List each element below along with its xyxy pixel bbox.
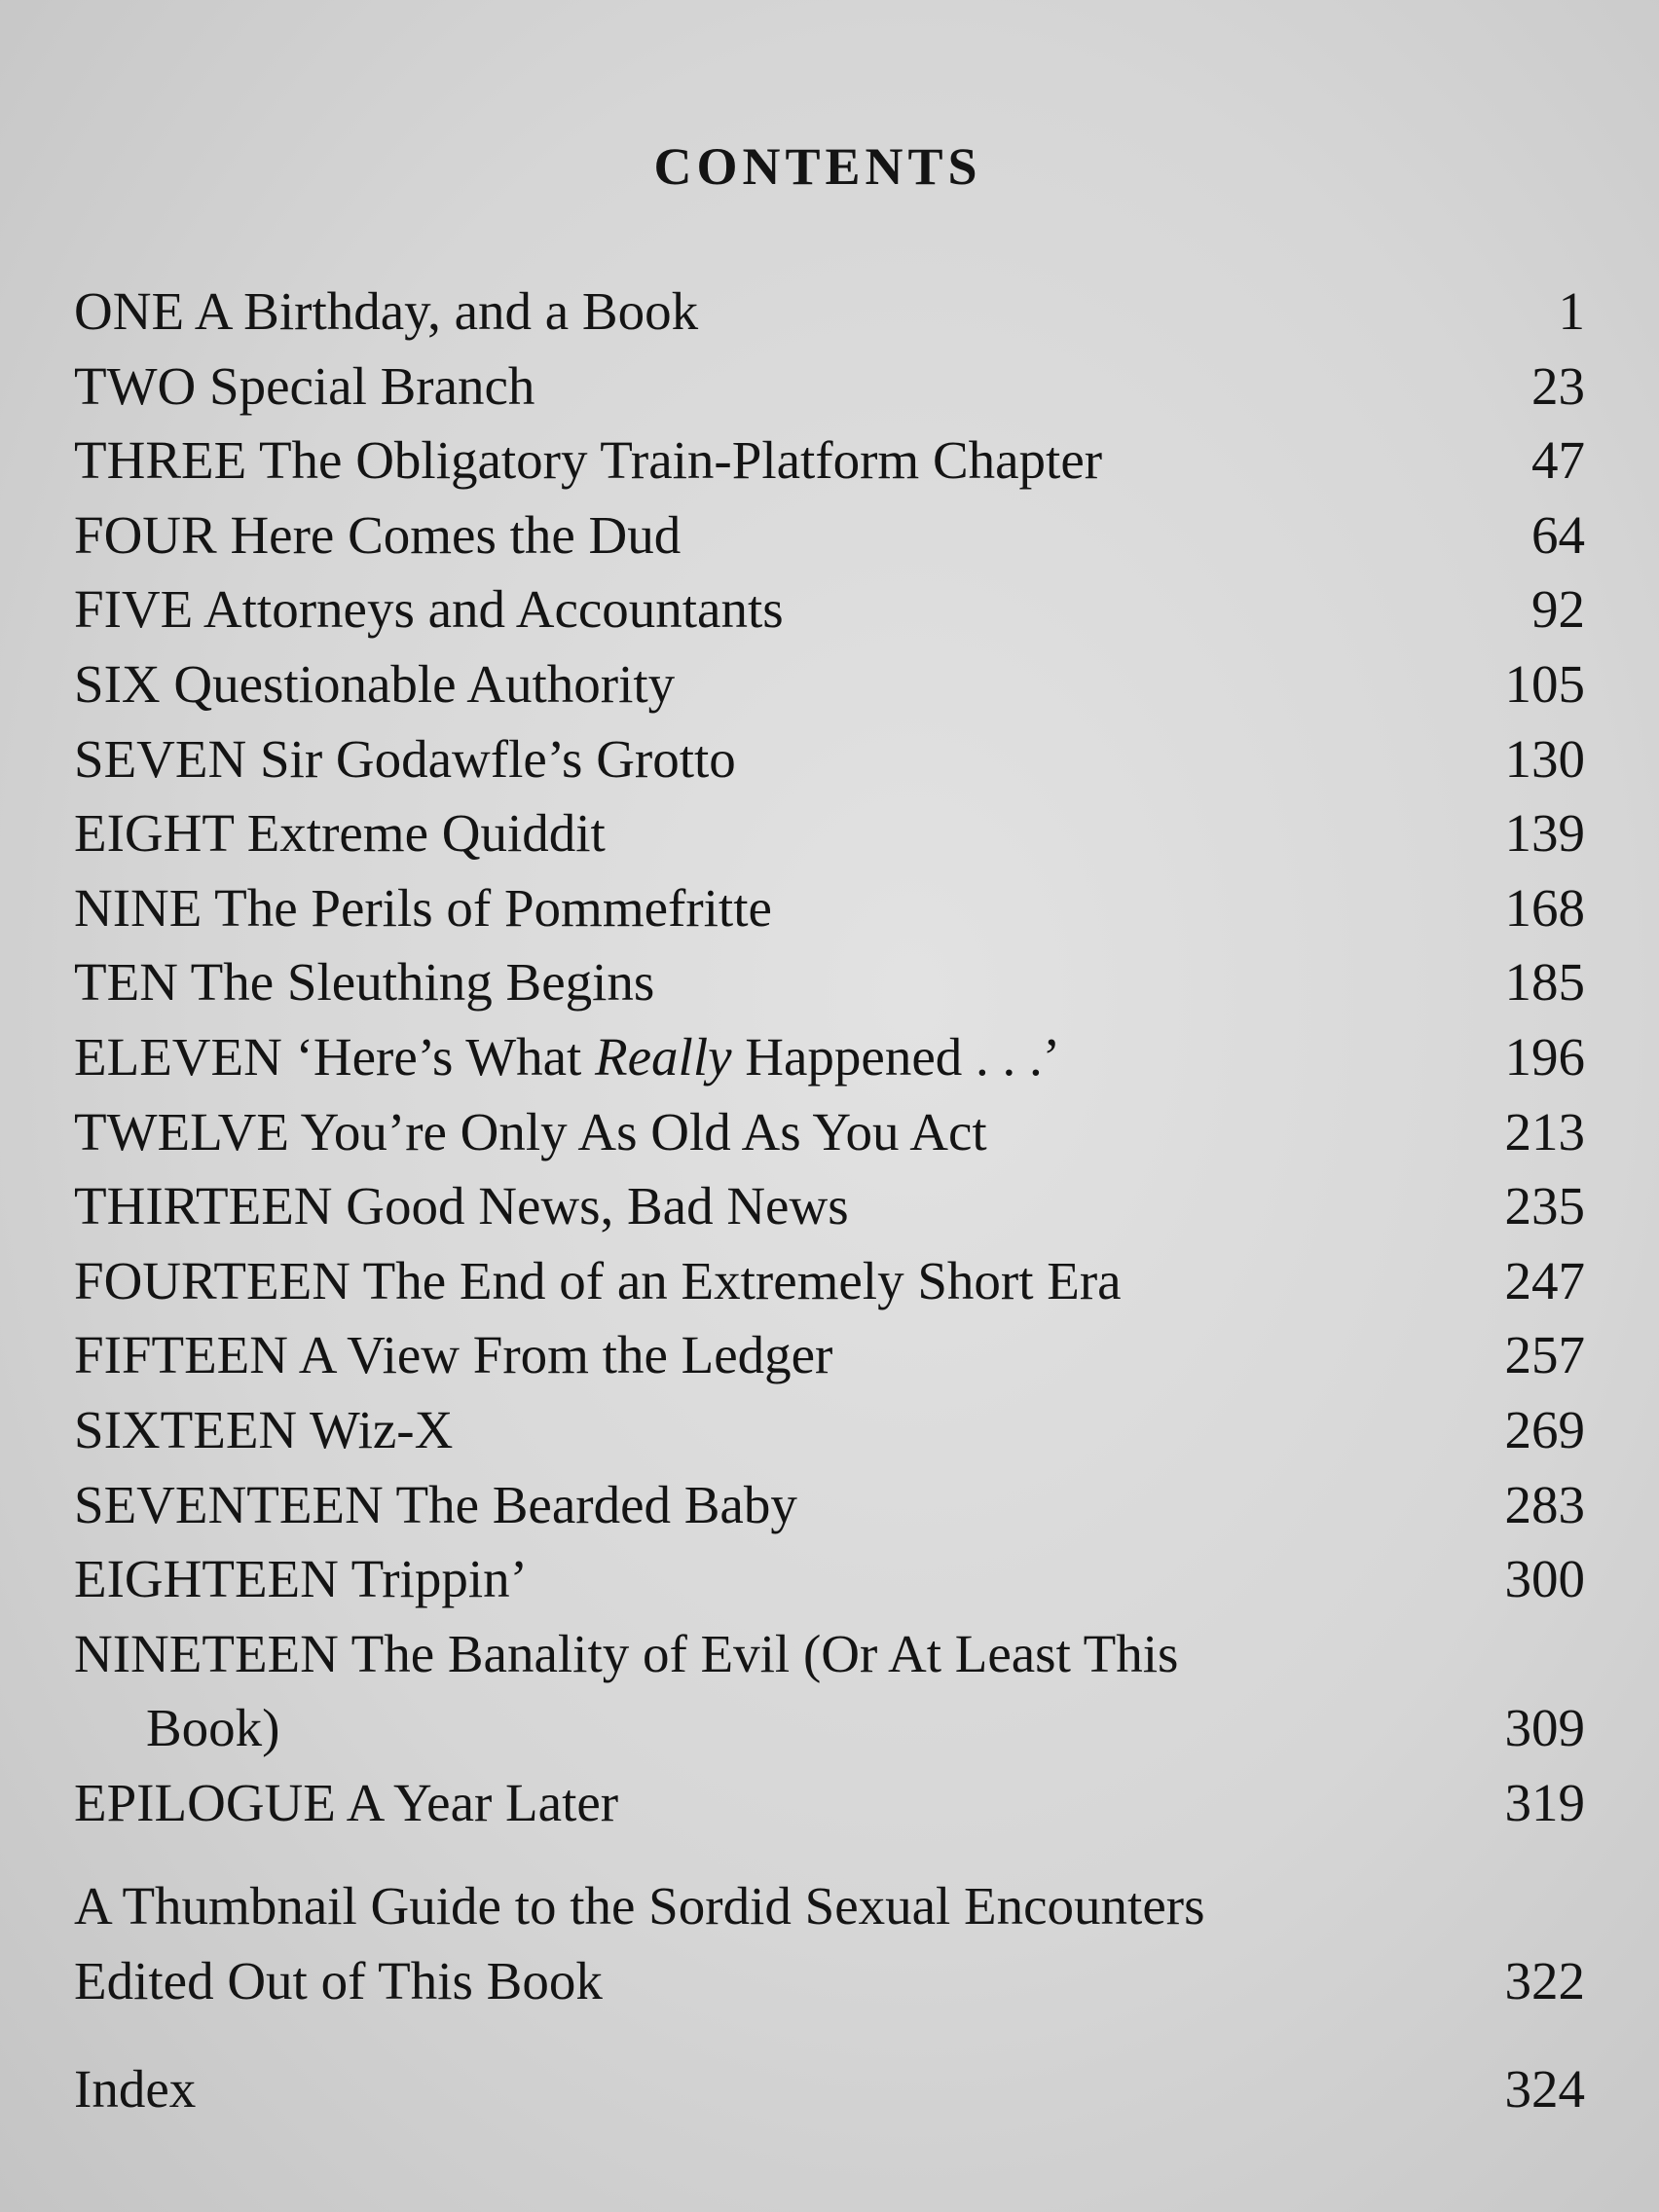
index-title: Index bbox=[74, 2058, 197, 2119]
page-number: 47 bbox=[1531, 430, 1585, 491]
page-number: 105 bbox=[1504, 653, 1585, 714]
toc-row-five bbox=[74, 578, 1585, 653]
chapter-title: SEVEN Sir Godawfle’s Grotto bbox=[74, 728, 736, 789]
chapter-title-start: ELEVEN ‘Here’s What bbox=[74, 1026, 596, 1087]
page-number: 319 bbox=[1504, 1772, 1585, 1832]
page-number: 324 bbox=[1504, 2058, 1585, 2119]
toc-row-two bbox=[74, 355, 1585, 430]
page-title: CONTENTS bbox=[653, 137, 982, 196]
appendix-title: A Thumbnail Guide to the Sordid Sexual Encounters bbox=[74, 1876, 1205, 1936]
toc-row-eight bbox=[74, 802, 1585, 877]
chapter-title: TEN The Sleuthing Begins bbox=[74, 952, 655, 1013]
toc-row-nine bbox=[74, 877, 1585, 952]
chapter-title: THIRTEEN Good News, Bad News bbox=[74, 1176, 849, 1236]
chapter-title-end: Happened . . .’ bbox=[731, 1026, 1061, 1087]
chapter-title: EIGHTEEN Trippin’ bbox=[74, 1549, 528, 1609]
chapter-title: EPILOGUE A Year Later bbox=[74, 1772, 619, 1832]
page-number: 213 bbox=[1504, 1101, 1585, 1161]
chapter-title bbox=[74, 1026, 1464, 1088]
page-number: 168 bbox=[1504, 877, 1585, 938]
chapter-title: TWELVE You’re Only As Old As You Act bbox=[74, 1101, 987, 1161]
toc-row-appendix-line2 bbox=[74, 1950, 1585, 2025]
toc-row-one bbox=[74, 280, 1585, 355]
page-number: 23 bbox=[1531, 355, 1585, 416]
page-number: 235 bbox=[1504, 1176, 1585, 1236]
toc-row-thirteen bbox=[74, 1175, 1585, 1250]
page-number: 257 bbox=[1504, 1325, 1585, 1385]
chapter-title: FIVE Attorneys and Accountants bbox=[74, 579, 784, 640]
toc-row-ten bbox=[74, 951, 1585, 1026]
chapter-title: SEVENTEEN The Bearded Baby bbox=[74, 1474, 797, 1534]
chapter-title: NINETEEN The Banality of Evil (Or At Least This bbox=[74, 1623, 1179, 1683]
chapter-title: TWO Special Branch bbox=[74, 355, 535, 416]
page-number: 247 bbox=[1504, 1250, 1585, 1310]
toc-row-seven bbox=[74, 728, 1585, 803]
toc-row-six bbox=[74, 653, 1585, 728]
toc-row-seventeen bbox=[74, 1474, 1585, 1549]
page-number: 1 bbox=[1558, 281, 1585, 341]
chapter-title: ONE A Birthday, and a Book bbox=[74, 281, 699, 341]
page-number: 92 bbox=[1531, 579, 1585, 640]
toc-row-eighteen bbox=[74, 1548, 1585, 1623]
chapter-title: FOUR Here Comes the Dud bbox=[74, 504, 682, 565]
toc-row-nineteen-continued bbox=[74, 1697, 1585, 1772]
chapter-title: FIFTEEN A View From the Ledger bbox=[74, 1325, 833, 1385]
chapter-title-italic: Really bbox=[595, 1026, 732, 1087]
chapter-title: SIX Questionable Authority bbox=[74, 653, 676, 714]
page-number: 309 bbox=[1504, 1698, 1585, 1758]
page-number: 130 bbox=[1504, 728, 1585, 789]
page-number: 139 bbox=[1504, 803, 1585, 864]
page-number: 269 bbox=[1504, 1399, 1585, 1459]
page-number: 196 bbox=[1504, 1026, 1585, 1087]
toc-row-index bbox=[74, 2058, 1585, 2133]
chapter-title: SIXTEEN Wiz-X bbox=[74, 1399, 454, 1459]
toc-row-appendix-line1 bbox=[74, 1875, 1585, 1950]
page-number: 300 bbox=[1504, 1549, 1585, 1609]
appendix-title-continued: Edited Out of This Book bbox=[74, 1951, 603, 2011]
spacer bbox=[74, 1846, 1585, 1875]
chapter-title: NINE The Perils of Pommefritte bbox=[74, 877, 772, 938]
toc-row-eleven bbox=[74, 1026, 1585, 1101]
chapter-title: FOURTEEN The End of an Extremely Short Era bbox=[74, 1250, 1122, 1310]
chapter-title: EIGHT Extreme Quiddit bbox=[74, 803, 606, 864]
toc-row-sixteen bbox=[74, 1399, 1585, 1474]
page-number: 322 bbox=[1504, 1951, 1585, 2011]
page-number: 185 bbox=[1504, 952, 1585, 1013]
toc-row-twelve bbox=[74, 1101, 1585, 1176]
page-number: 64 bbox=[1531, 504, 1585, 565]
toc-row-fifteen bbox=[74, 1324, 1585, 1399]
chapter-title: THREE The Obligatory Train-Platform Chapter bbox=[74, 430, 1103, 491]
table-of-contents bbox=[74, 280, 1585, 2132]
chapter-title-continued: Book) bbox=[146, 1698, 280, 1758]
toc-row-epilogue bbox=[74, 1772, 1585, 1847]
toc-row-three bbox=[74, 429, 1585, 504]
spacer bbox=[74, 2025, 1585, 2058]
toc-row-four bbox=[74, 504, 1585, 579]
page-number: 283 bbox=[1504, 1474, 1585, 1534]
toc-row-nineteen bbox=[74, 1623, 1585, 1698]
toc-row-fourteen bbox=[74, 1250, 1585, 1325]
